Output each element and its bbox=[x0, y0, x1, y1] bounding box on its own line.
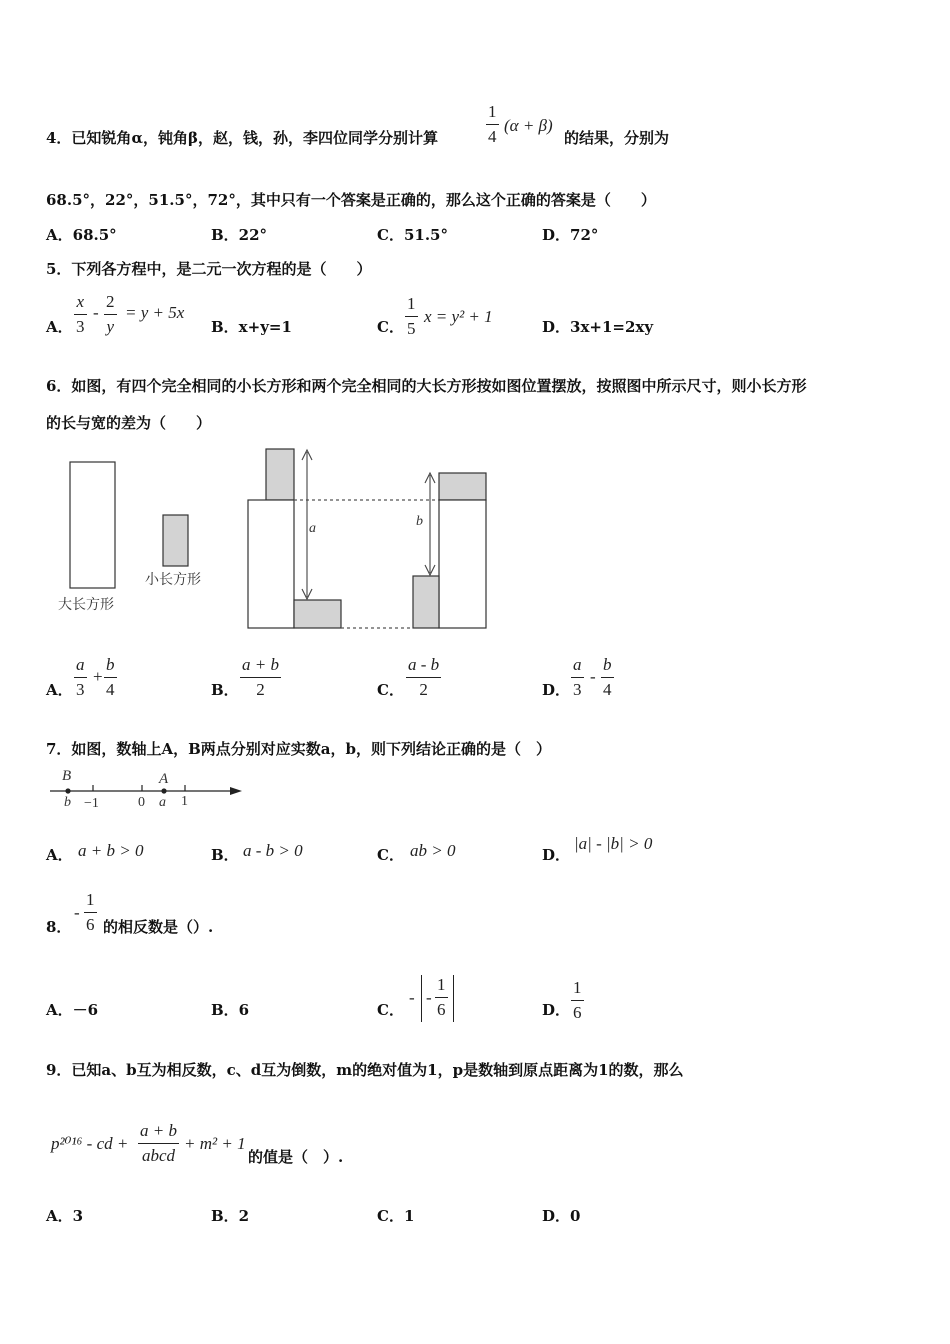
q6-a-frac2-num: b bbox=[106, 655, 115, 674]
q8-c-frac-num: 1 bbox=[437, 975, 446, 994]
q7-option-b: a - b > 0 bbox=[243, 841, 303, 860]
q9-option-a: A．3 bbox=[46, 1207, 84, 1225]
q6-c-frac-den: 2 bbox=[419, 680, 428, 699]
small-rectangle-label: 小长方形 bbox=[145, 572, 201, 588]
q8-d-frac-num: 1 bbox=[573, 978, 582, 997]
q4-frac-num: 1 bbox=[488, 102, 497, 121]
q7-stem: 7．如图，数轴上A，B两点分别对应实数a，b，则下列结论正确的是（ ） bbox=[46, 740, 551, 758]
q9-frac-num: a + b bbox=[140, 1121, 177, 1140]
q5-option-d: D．3x+1=2xy bbox=[542, 318, 654, 336]
q9-frac bbox=[138, 1121, 179, 1166]
q8-stem-tail: 的相反数是（）. bbox=[103, 918, 214, 936]
q6-option-d-label: D． bbox=[542, 681, 571, 699]
q6-d-frac2-den: 4 bbox=[603, 680, 612, 699]
q7-option-d: |a| - |b| > 0 bbox=[574, 834, 653, 853]
q5-stem: 5．下列各方程中，是二元一次方程的是（ ） bbox=[46, 260, 372, 278]
axis-tick-0: 0 bbox=[138, 795, 145, 810]
q8-frac-den: 6 bbox=[86, 915, 95, 934]
q9-tail: 的值是（ ）. bbox=[248, 1148, 344, 1166]
q4-option-d: D．72° bbox=[542, 226, 599, 244]
big-rectangle-label: 大长方形 bbox=[58, 597, 114, 613]
q5-a-frac1-den: 3 bbox=[76, 317, 85, 336]
q6-a-op: + bbox=[93, 667, 103, 686]
q5-option-b: B．x+y=1 bbox=[211, 318, 292, 336]
q7-option-d-label: D． bbox=[542, 846, 571, 864]
axis-label-B: B bbox=[62, 768, 72, 784]
axis-arrow bbox=[230, 787, 242, 795]
q8-d-frac-den: 6 bbox=[573, 1003, 582, 1022]
q6-b-frac-num: a + b bbox=[242, 655, 279, 674]
q6-line2: 的长与宽的差为（ ） bbox=[46, 414, 212, 432]
q8-c-frac-den: 6 bbox=[437, 1000, 446, 1019]
q6-line1: 6．如图，有四个完全相同的小长方形和两个完全相同的大长方形按如图位置摆放，按照图中所示尺寸，则小长方形 bbox=[46, 377, 807, 395]
q5-option-c-label: C． bbox=[377, 318, 404, 336]
q6-option-a-label: A． bbox=[46, 681, 73, 699]
q9-stem: 9．已知a、b互为相反数，c、d互为倒数，m的绝对值为1，p是数轴到原点距离为1的数，那么 bbox=[46, 1061, 684, 1079]
q9-frac-den: abcd bbox=[141, 1146, 176, 1165]
q4-option-b: B．22° bbox=[211, 226, 268, 244]
q9-option-d: D．0 bbox=[542, 1207, 581, 1225]
q5-option-a-label: A． bbox=[46, 318, 73, 336]
q6-a-frac1-den: 3 bbox=[76, 680, 85, 699]
q6-a-frac1-num: a bbox=[76, 655, 85, 674]
q4-option-c: C．51.5° bbox=[377, 226, 448, 244]
q6-d-op: - bbox=[590, 667, 596, 686]
q7-option-c-label: C． bbox=[377, 846, 404, 864]
q9-option-b: B．2 bbox=[211, 1207, 250, 1225]
q6-a-frac2-den: 4 bbox=[106, 680, 115, 699]
q6-d-frac1-num: a bbox=[573, 655, 582, 674]
q4-frac-den: 4 bbox=[488, 127, 497, 146]
q7-option-b-label: B． bbox=[211, 846, 239, 864]
q6-c-frac-num: a - b bbox=[408, 655, 440, 674]
q4-frac-tail: (α + β) bbox=[504, 116, 553, 135]
q5-c-frac-num: 1 bbox=[407, 294, 416, 313]
q8-option-c-label: C． bbox=[377, 1001, 404, 1019]
q8-option-b: B．6 bbox=[211, 1001, 250, 1019]
fig-label-a: a bbox=[309, 521, 316, 536]
q8-c-frac bbox=[435, 975, 448, 1020]
q8-frac bbox=[84, 890, 97, 935]
q6-d-frac1-den: 3 bbox=[573, 680, 582, 699]
q6-b-frac-den: 2 bbox=[256, 680, 265, 699]
q8-c-abs-right bbox=[453, 975, 454, 1022]
axis-label-A: A bbox=[159, 771, 169, 787]
point-b bbox=[65, 788, 70, 793]
axis-tick-b: b bbox=[64, 795, 71, 810]
q7-option-c: ab > 0 bbox=[410, 841, 456, 860]
point-a bbox=[161, 788, 166, 793]
q8-neg: - bbox=[74, 903, 80, 922]
axis-tick-a: a bbox=[159, 795, 166, 810]
q8-number: 8． bbox=[46, 918, 72, 936]
axis-tick-minus1: −1 bbox=[84, 796, 99, 811]
q5-a-frac1-num: x bbox=[76, 292, 85, 311]
q4-option-a: A．68.5° bbox=[46, 226, 117, 244]
q8-d-frac bbox=[571, 978, 584, 1023]
q8-c-abs-left bbox=[421, 975, 422, 1022]
fig-label-b: b bbox=[416, 514, 423, 529]
q5-a-frac2-den: y bbox=[106, 317, 115, 336]
axis-tick-1: 1 bbox=[181, 794, 188, 809]
q9-expr-post: + m² + 1 bbox=[184, 1134, 246, 1153]
q6-option-c-label: C． bbox=[377, 681, 404, 699]
q8-frac-num: 1 bbox=[86, 890, 95, 909]
q9-option-c: C．1 bbox=[377, 1207, 415, 1225]
q4-line1-post: 的结果，分别为 bbox=[564, 129, 670, 147]
q4-line1-pre: 4．已知锐角α，钝角β，赵，钱，孙，李四位同学分别计算 bbox=[46, 129, 438, 147]
q6-d-frac2-num: b bbox=[603, 655, 612, 674]
q8-option-a: A．－6 bbox=[46, 1001, 99, 1019]
q5-c-frac-den: 5 bbox=[407, 319, 416, 338]
q7-option-a-label: A． bbox=[46, 846, 73, 864]
q7-option-a: a + b > 0 bbox=[78, 841, 144, 860]
q4-line2: 68.5°，22°，51.5°，72°，其中只有一个答案是正确的，那么这个正确的答案是（ ） bbox=[46, 191, 656, 209]
q6-option-b-label: B． bbox=[211, 681, 239, 699]
q9-expr-pre: p²⁰¹⁶ - cd + bbox=[51, 1134, 129, 1153]
q5-a-minus: - bbox=[93, 303, 99, 322]
q5-a-frac2-num: 2 bbox=[106, 292, 115, 311]
q5-c-tail: x = y² + 1 bbox=[424, 307, 493, 326]
q8-c-outer-neg: - bbox=[409, 988, 415, 1007]
q8-option-d-label: D． bbox=[542, 1001, 571, 1019]
q8-c-inner-neg: - bbox=[426, 988, 432, 1007]
q5-a-tail: = y + 5x bbox=[125, 303, 185, 322]
